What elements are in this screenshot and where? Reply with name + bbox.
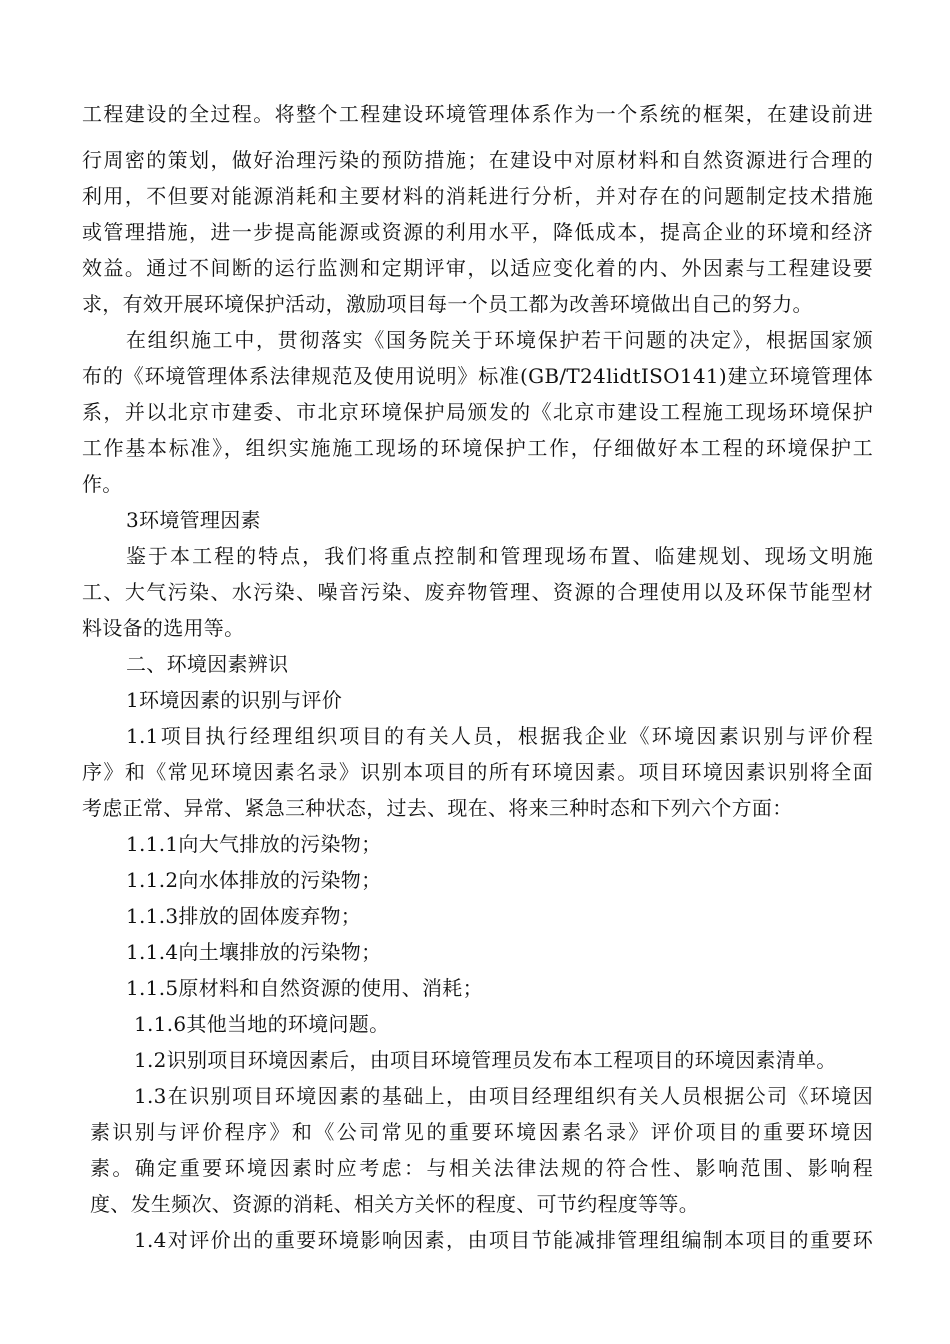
- paragraph-1-3-line-3: 素。确定重要环境因素时应考虑：与相关法律法规的符合性、影响范围、影响程: [90, 1156, 873, 1180]
- paragraph-1-line-6: 求，有效开展环境保护活动，激励项目每一个员工都为改善环境做出自己的努力。: [82, 292, 813, 316]
- list-item-1-1-2: 1.1.2向水体排放的污染物；: [126, 868, 382, 892]
- paragraph-2-line-4: 工作基本标准》，组织实施施工现场的环境保护工作，仔细做好本工程的环境保护工: [82, 436, 873, 460]
- paragraph-1-3-line-4: 度、发生频次、资源的消耗、相关方关怀的程度、可节约程度等等。: [90, 1192, 699, 1216]
- paragraph-1-line-3: 利用，不但要对能源消耗和主要材料的消耗进行分析，并对存在的问题制定技术措施: [82, 184, 873, 208]
- paragraph-2-line-2: 布的《环境管理体系法律规范及使用说明》标准(GB/T24lidtISO141)建立环境管理体: [82, 364, 873, 388]
- paragraph-2-line-5: 作。: [82, 472, 123, 496]
- paragraph-1-4-line-1: 1.4对评价出的重要环境影响因素，由项目节能减排管理组编制本项目的重要环: [134, 1228, 873, 1252]
- paragraph-1-3-line-1: 1.3在识别项目环境因素的基础上，由项目经理组织有关人员根据公司《环境因: [134, 1084, 873, 1108]
- list-item-1-1-1: 1.1.1向大气排放的污染物；: [126, 832, 382, 856]
- paragraph-1-3-line-2: 素识别与评价程序》和《公司常见的重要环境因素名录》评价项目的重要环境因: [90, 1120, 873, 1144]
- paragraph-3-line-1: 鉴于本工程的特点，我们将重点控制和管理现场布置、临建规划、现场文明施: [126, 544, 873, 568]
- list-item-1-1-6: 1.1.6其他当地的环境问题。: [134, 1012, 390, 1036]
- paragraph-4-line-3: 考虑正常、异常、紧急三种状态，过去、现在、将来三种时态和下列六个方面：: [82, 796, 793, 820]
- subsection-heading-1: 1环境因素的识别与评价: [126, 688, 343, 712]
- list-item-1-1-5: 1.1.5原材料和自然资源的使用、消耗；: [126, 976, 483, 1000]
- list-item-1-1-3: 1.1.3排放的固体废弃物；: [126, 904, 362, 928]
- paragraph-1-line-1: 工程建设的全过程。将整个工程建设环境管理体系作为一个系统的框架，在建设前进: [82, 102, 873, 126]
- paragraph-4-line-2: 序》和《常见环境因素名录》识别本项目的所有环境因素。项目环境因素识别将全面: [82, 760, 873, 784]
- paragraph-2-line-1: 在组织施工中，贯彻落实《国务院关于环境保护若干问题的决定》，根据国家颁: [126, 328, 873, 352]
- section-heading-3: 3环境管理因素: [126, 508, 261, 532]
- paragraph-1-line-5: 效益。通过不间断的运行监测和定期评审，以适应变化着的内、外因素与工程建设要: [82, 256, 873, 280]
- paragraph-4-line-1: 1.1项目执行经理组织项目的有关人员，根据我企业《环境因素识别与评价程: [126, 724, 873, 748]
- list-item-1-1-4: 1.1.4向土壤排放的污染物；: [126, 940, 382, 964]
- paragraph-1-2: 1.2识别项目环境因素后，由项目环境管理员发布本工程项目的环境因素清单。: [134, 1048, 837, 1072]
- paragraph-1-line-2: 行周密的策划，做好治理污染的预防措施；在建设中对原材料和自然资源进行合理的: [82, 148, 873, 172]
- paragraph-3-line-2: 工、大气污染、水污染、噪音污染、废弃物管理、资源的合理使用以及环保节能型材: [82, 580, 873, 604]
- paragraph-3-line-3: 料设备的选用等。: [82, 616, 245, 640]
- paragraph-1-line-4: 或管理措施，进一步提高能源或资源的利用水平，降低成本，提高企业的环境和经济: [82, 220, 873, 244]
- paragraph-2-line-3: 系，并以北京市建委、市北京环境保护局颁发的《北京市建设工程施工现场环境保护: [82, 400, 873, 424]
- section-heading-2: 二、环境因素辨识: [126, 652, 289, 676]
